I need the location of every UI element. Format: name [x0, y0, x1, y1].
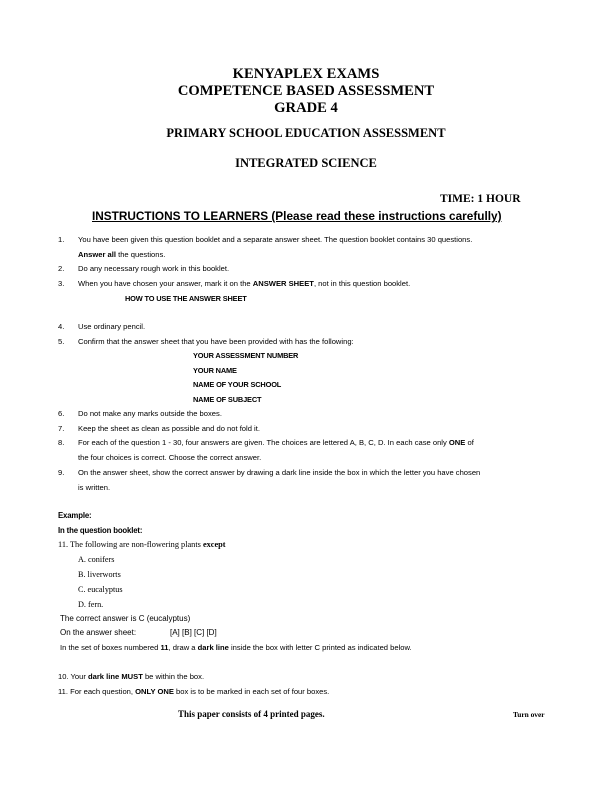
example-label: Example: [58, 511, 92, 520]
text: In the set of boxes numbered [60, 643, 161, 652]
option-c: C. eucalyptus [78, 585, 123, 594]
emphasis: ONE [448, 438, 466, 447]
example-question [58, 540, 226, 549]
text: When you have chosen your answer, mark it on the [78, 279, 253, 288]
instruction-8 [78, 438, 474, 447]
item-number: 4. [58, 322, 65, 331]
text: inside the box with letter C printed as indicated below. [228, 643, 412, 652]
option-a: A. conifers [78, 555, 115, 564]
instruction-3 [78, 279, 410, 288]
instruction-4: Use ordinary pencil. [78, 322, 146, 331]
instruction-7: Keep the sheet as clean as possible and do not fold it. [78, 424, 260, 433]
text: For each of the question 1 - 30, four answers are given. The choices are lettered A, B, C, D. In each case only [78, 438, 449, 447]
emphasis: 11 [160, 643, 169, 652]
instruction-5: Confirm that the answer sheet that you have been provided with has the following: [78, 337, 354, 346]
item-number: 6. [58, 409, 65, 418]
how-to-heading: HOW TO USE THE ANSWER SHEET [125, 294, 247, 303]
option-b: B. liverworts [78, 570, 121, 579]
instruction-8-cont: the four choices is correct. Choose the correct answer. [78, 453, 262, 462]
correct-answer: The correct answer is C (eucalyptus) [60, 614, 191, 623]
time-allowed: TIME: 1 HOUR [440, 193, 521, 205]
item-number: 7. [58, 424, 65, 433]
instruction-1: You have been given this question booklet and a separate answer sheet. The question booklet contains 30 questions. [78, 235, 473, 244]
emphasis: except [202, 540, 226, 549]
text: 11. For each question, [58, 687, 136, 696]
instruction-2: Do any necessary rough work in this booklet. [78, 264, 230, 273]
page-count-note: This paper consists of 4 printed pages. [178, 709, 325, 719]
exam-body-title: KENYAPLEX EXAMS [232, 66, 380, 82]
text: box is to be marked in each set of four boxes. [173, 687, 330, 696]
instruction-9: On the answer sheet, show the correct answer by drawing a dark line inside the box in which the letter you have chosen [78, 468, 481, 477]
emphasis: Answer all [78, 250, 116, 259]
item-number: 2. [58, 264, 65, 273]
item-number: 9. [58, 468, 65, 477]
subject-title: INTEGRATED SCIENCE [235, 156, 377, 170]
text: , draw a [168, 643, 198, 652]
item-number: 5. [58, 337, 65, 346]
item-number: 8. [58, 438, 65, 447]
text: 11. The following are non-flowering plants [58, 540, 203, 549]
item-number: 3. [58, 279, 65, 288]
text: be within the box. [142, 672, 205, 681]
emphasis: dark line MUST [87, 672, 143, 681]
sheet-field: YOUR ASSESSMENT NUMBER [193, 351, 299, 360]
text: the questions. [115, 250, 166, 259]
rule-11 [58, 687, 329, 696]
text: 10. Your [58, 672, 88, 681]
assessment-type: COMPETENCE BASED ASSESSMENT [177, 83, 435, 99]
set-of-boxes-instruction [60, 643, 412, 652]
grade-title: GRADE 4 [274, 100, 338, 116]
assessment-name: PRIMARY SCHOOL EDUCATION ASSESSMENT [166, 126, 446, 140]
on-sheet-label: On the answer sheet: [60, 628, 137, 637]
sheet-field: NAME OF YOUR SCHOOL [193, 380, 282, 389]
sheet-field: NAME OF SUBJECT [193, 395, 262, 404]
emphasis: ANSWER SHEET [252, 279, 314, 288]
instructions-title: INSTRUCTIONS TO LEARNERS (Please read these instructions carefully) [92, 209, 502, 223]
answer-boxes: [A] [B] [C] [D] [170, 628, 217, 637]
sheet-field: YOUR NAME [193, 366, 237, 375]
rule-10 [58, 672, 204, 681]
text: of [465, 438, 474, 447]
in-booklet-label: In the question booklet: [58, 526, 143, 535]
item-number: 1. [58, 235, 65, 244]
emphasis: ONLY ONE [135, 687, 174, 696]
instruction-1-cont [78, 250, 165, 259]
instruction-6: Do not make any marks outside the boxes. [78, 409, 222, 418]
turn-over-note: Turn over [513, 710, 545, 719]
emphasis: dark line [197, 643, 229, 652]
option-d: D. fern. [78, 600, 104, 609]
instruction-9-cont: is written. [78, 483, 111, 492]
text: , not in this question booklet. [313, 279, 411, 288]
